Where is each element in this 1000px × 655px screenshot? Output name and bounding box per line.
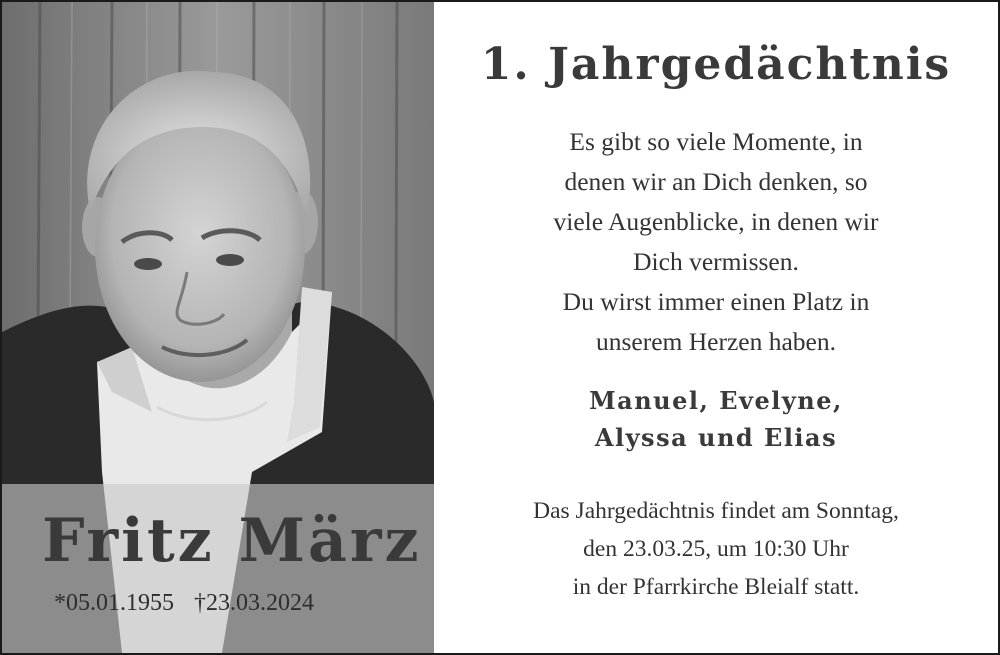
signer-line: Manuel, Evelyne, xyxy=(589,386,843,415)
poem-line: Es gibt so viele Momente, in xyxy=(569,127,863,156)
text-column xyxy=(434,2,998,653)
service-notice xyxy=(434,492,998,606)
birth-date: *05.01.1955 xyxy=(54,590,174,616)
life-dates xyxy=(54,590,424,617)
service-line: den 23.03.25, um 10:30 Uhr xyxy=(583,536,849,562)
death-date: †23.03.2024 xyxy=(194,590,314,616)
poem-line: Du wirst immer einen Platz in xyxy=(562,287,870,316)
poem-line: unserem Herzen haben. xyxy=(595,327,836,356)
family-signers xyxy=(434,382,998,456)
memorial-poem xyxy=(434,122,998,362)
signer-line: Alyssa und Elias xyxy=(594,423,838,452)
poem-line: viele Augenblicke, in denen wir xyxy=(553,207,879,236)
service-line: in der Pfarrkirche Bleialf statt. xyxy=(572,574,860,600)
notice-title: 1. Jahrgedächtnis xyxy=(480,39,952,90)
deceased-name: Fritz März xyxy=(42,506,422,576)
poem-line: denen wir an Dich denken, so xyxy=(564,167,868,196)
portrait-photo xyxy=(2,2,434,653)
service-line: Das Jahrgedächtnis findet am Sonntag, xyxy=(533,498,899,524)
poem-line: Dich vermissen. xyxy=(633,247,799,276)
